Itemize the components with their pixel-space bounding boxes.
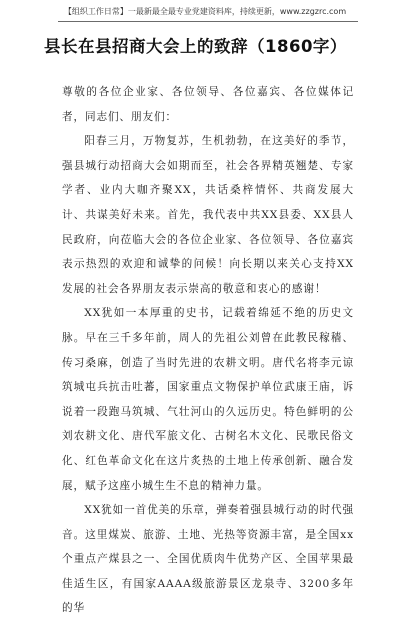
document-title: 县长在县招商大会上的致辞（1860字） [44, 37, 347, 56]
paragraph-opening: 阳春三月，万物复苏，生机勃勃，在这美好的季节，强县城行动招商大会如期而至，社会各界精英翘楚、专家学者、业内大咖齐聚XX，共话桑梓情怀、共商发展大计、共谋美好未来。首先，我代表中共XX县委、XX县人民政府，向莅临大会的各位企业家、各位领导、各位嘉宾表示热烈的欢迎和诚挚的问候！向长期以来关心支持XX发展的社会各界朋友表示崇高的敬意和衷心的感谢！ [62, 135, 354, 295]
header-divider [58, 21, 358, 22]
document-body [62, 80, 354, 621]
header-banner: 【组织工作日常】一最新最全最专业党建资料库，持续更新，www.zzgzrc.com [63, 7, 347, 16]
paragraph-resources: XX犹如一首优美的乐章，弹奏着强县城行动的时代强音。这里煤炭、旅游、土地、光热等资源丰富，是全国xx个重点产煤县之一、全国优质肉牛优势产区、全国苹果最佳适生区，有国家AAAA级旅游景区龙泉寺、3200多年的华 [62, 504, 354, 615]
paragraph-history: XX犹如一本厚重的史书，记载着绵延不绝的历史文脉。早在三千多年前，周人的先祖公刘曾在此教民稼穑、传习桑麻，创造了当时先进的农耕文明。唐代名将李元谅筑城屯兵抗击吐蕃，国家重点文物保护单位武康王庙，诉说着一段跑马筑城、气壮河山的久远历史。特色鲜明的公刘农耕文化、唐代军旅文化、古树名木文化、民歌民俗文化、红色革命文化在这片炙热的土地上传承创新、融合发展，赋予这座小城生生不息的精神力量。 [62, 307, 354, 492]
salutation: 尊敬的各位企业家、各位领导、各位嘉宾、各位媒体记者，同志们、朋友们： [62, 86, 354, 123]
